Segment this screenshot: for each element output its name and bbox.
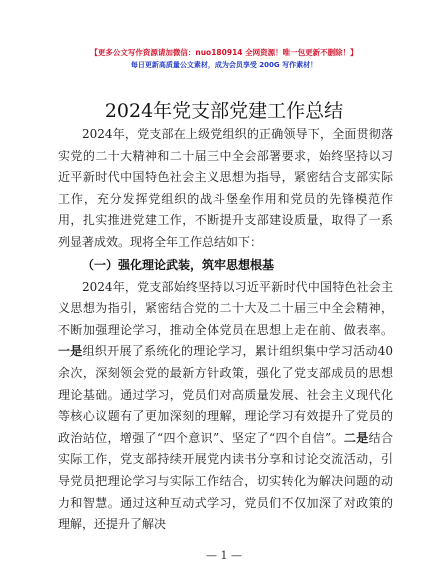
section-text-a: 2024年，党支部始终坚持以习近平新时代中国特色社会主义思想为指引，紧密结合党的二十大及二十届三中全会精神，不断加强理论学习，推动全体党员在思想上走在前、做表率。 [58,279,393,337]
intro-paragraph: 2024年，党支部在上级党组织的正确领导下，全面贯彻落实党的二十大精神和二十届三中全会部署要求，始终坚持以习近平新时代中国特色社会主义思想为指导，紧密结合支部实际工作，充分发挥党组织的战斗堡垒作用和党员的先锋模范作用，扎实推进党建工作，不断提升支部建设质量，取得了一系列显著成效。现将全年工作总结如下： [58,127,393,249]
page-number: — 1 — [206,549,242,562]
promo-banner-line-1: 【更多公文写作资源请加微信：nuo180914 全网资源！唯一包更新不删除！】 [90,48,358,57]
section-paragraph [58,277,393,536]
document-body [58,124,393,536]
section-text-b: 组织开展了系统化的理论学习，累计组织集中学习活动40余次，深刻领会党的最新方针政策，强化了党支部成员的思想理论基础。通过学习，党员们对高质量发展、社会主义现代化等核心议题有了更加深刻的理解，理论学习有效提升了党员的政治站位，增强了“四个意识”、坚定了“四个自信”。 [58,344,393,445]
point-marker-2: 二是 [343,430,369,445]
point-marker-1: 一是 [58,344,83,359]
document-title: 2024年党支部党建工作总结 [104,100,344,122]
section-text-c: 结合实际工作，党支部持续开展党内读书分享和讨论交流活动，引导党员把理论学习与实际工作结合，切实转化为解决问题的动力和智慧。通过这种互动式学习，党员们不仅加深了对政策的理解，还提升了解决 [58,430,393,532]
promo-banner-line-2: 每日更新高质量公文素材，成为会员享受 200G 写作素材！ [130,61,318,69]
section-heading: （一）强化理论武装，筑牢思想根基 [82,257,275,272]
